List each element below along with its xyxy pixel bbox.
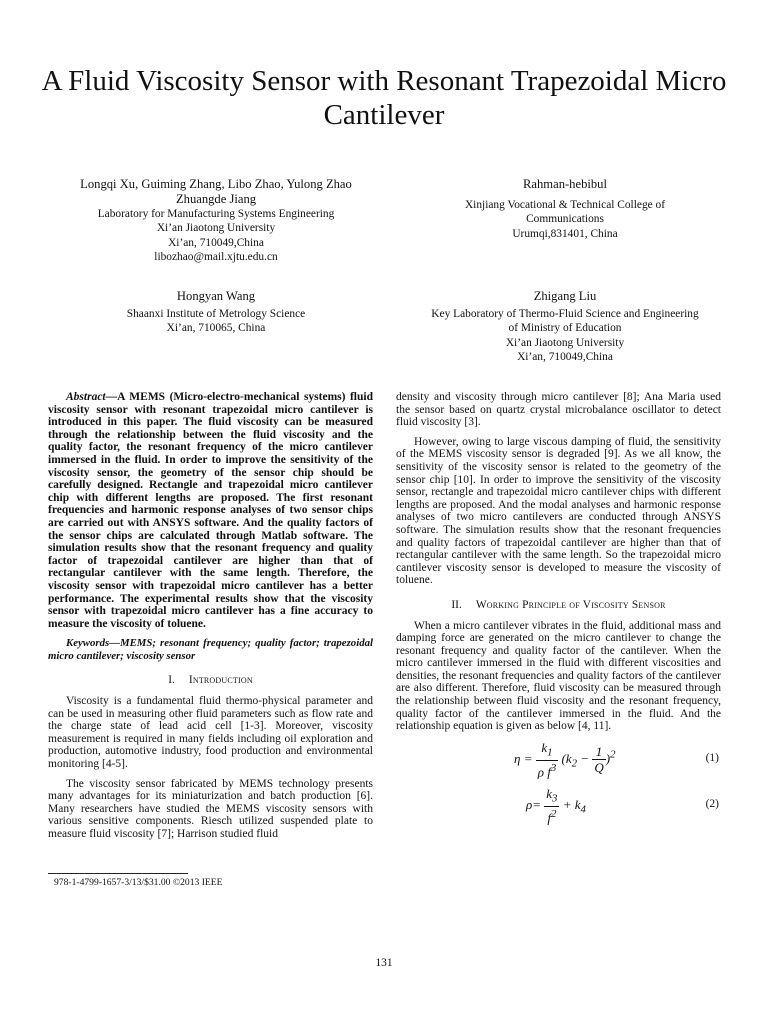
affiliation-block-1 [46,177,386,265]
section-heading-working-principle [396,599,721,612]
page-number: 131 [375,957,393,969]
left-column [48,391,373,848]
author-names: Rahman-hebibul [523,177,607,191]
equation-1 [396,740,721,782]
affiliation-line: Communications [526,213,604,226]
paragraph: density and viscosity through micro cantilever [8]; Ana Maria used the sensor based on quartz crystal microbalance oscillator to detect fluid viscosity [3]. [396,391,721,429]
affiliation-line: Xi’an Jiaotong University [505,336,625,349]
affiliation-line: Xinjiang Vocational & Technical College of [464,199,666,211]
keywords-label: Keywords— [66,637,120,650]
paragraph: The viscosity sensor fabricated by MEMS technology presents many advantages for its miniaturization and batch production [6]. Many researchers have studied the MEMS viscosity sensors with various sensitive components. Riesch utilized suspended plate to measure fluid viscosity [7]; Harrison studied fluid [48,777,373,840]
affiliation-block-4 [400,289,730,365]
equation-1-body: η = $\frac{k_1}{\rho f^3}$ ($k_2$ − $\frac{1}{Q}$ )$^2$ [514,739,616,780]
affiliation-line: Xi’an Jiaotong University [156,222,276,235]
affiliation-block-2 [400,177,730,241]
author-names: Zhigang Liu [533,289,597,303]
affiliation-line: Laboratory for Manufacturing Systems Engineering [97,208,335,220]
author-names: Hongyan Wang [176,289,256,303]
equation-2-body: ρ= $\frac{k_3}{f^2}$ + $k_4$ [526,785,586,826]
affiliation-block-3 [46,289,386,336]
affiliation-line: Shaanxi Institute of Metrology Science [126,308,306,320]
abstract-label: Abstract [66,391,106,403]
keywords-text: MEMS; resonant frequency; quality factor; trapezoidal micro cantilever; viscosity sensor [48,637,373,662]
affiliation-line: of Ministry of Education [508,322,622,335]
equation-number: (1) [705,751,719,764]
equation-2 [396,786,721,828]
footnote-divider [48,873,188,874]
paragraph: When a micro cantilever vibrates in the fluid, additional mass and damping force are generated on the micro cantilever to change the resonant frequency and quality factor of the cantilever. When the micro cantilever immersed in the fluid with different viscosities and densities, the resonant frequencies and quality factors of the cantilever are also different. Therefore, fluid viscosity can be measured through the relationship between fluid viscosity and the resonant frequency, quality factor of the cantilever immersed in the fluid. And the relationship equation is given as below [4, 11]. [396,619,721,733]
section-title: Working Principle of Viscosity Sensor [475,598,666,611]
affiliation-line: Xi’an, 710049,China [168,236,264,249]
section-number: I. [168,674,175,687]
section-heading-introduction [48,674,373,687]
paragraph: Viscosity is a fundamental fluid thermo-physical parameter and can be used in measuring other fluid parameters such as flow rate and the charge state of lead acid cell [1-3]. Moreover, viscosity measurement is required in many fields including oil exploration and production, automotive industry, food production and environmental monitoring [4-5]. [48,695,373,771]
affiliation-line: Urumqi,831401, China [512,227,618,240]
abstract-text: —A MEMS (Micro-electro-mechanical systems) fluid viscosity sensor with resonant trapezoidal micro cantilever is introduced in this paper. The fluid viscosity can be measured through the relationship between the fluid viscosity and the quality factor, the resonant frequency of the micro cantilever immersed in the fluid. In order to improve the sensitivity of the viscosity sensor, the geometry of the sensor chip should be carefully designed. Rectangle and trapezoidal micro cantilever chip with different lengths are proposed. The first resonant frequencies and harmonic response analyses of two sensor chips are carried out with ANSYS software. And the quality factors of the sensor chips are calculated through Matlab software. The simulation results show that the resonant frequency and quality factor of trapezoidal cantilever are higher than that of rectangular cantilever with the same length. Therefore, the viscosity sensor with trapezoidal micro cantilever has a better performance. The experimental results show that the viscosity sensor with trapezoidal micro cantilever has a fine accuracy to measure the viscosity of toluene. [48,391,373,630]
section-title: Introduction [188,674,253,687]
affiliation-line: Xi’an, 710065, China [166,322,266,335]
paragraph: However, owing to large viscous damping of fluid, the sensitivity of the MEMS viscosity sensor is degraded [9]. As we all know, the sensitivity of the viscosity sensor is related to the geometry of the sensor chip [10]. In order to improve the sensitivity of the viscosity sensor, rectangle and trapezoidal micro cantilever chips with different lengths are proposed. And the modal analyses and harmonic response analyses of two micro cantilevers are conducted through ANSYS software. The simulation results show that the resonant frequencies and quality factors of trapezoidal cantilever are higher than that of rectangular cantilever with the same length. So the trapezoidal micro cantilever viscosity sensor is developed to measure the viscosity of toluene. [396,435,721,587]
equation-number: (2) [705,797,719,810]
affiliation-line: Key Laboratory of Thermo-Fluid Science and Engineering [431,308,699,320]
author-email: libozhao@mail.xjtu.edu.cn [154,251,278,264]
keywords [48,637,373,662]
right-column [396,391,721,832]
section-number: II. [451,598,462,611]
abstract [48,391,373,630]
author-names: Zhuangde Jiang [175,192,257,206]
paper-title: A Fluid Viscosity Sensor with Resonant Trapezoidal Micro Cantilever [41,65,727,131]
author-names: Longqi Xu, Guiming Zhang, Libo Zhao, Yulong Zhao [80,177,352,191]
affiliation-line: Xi’an, 710049,China [517,351,613,364]
copyright-footnote: 978-1-4799-1657-3/13/$31.00 ©2013 IEEE [54,877,223,888]
